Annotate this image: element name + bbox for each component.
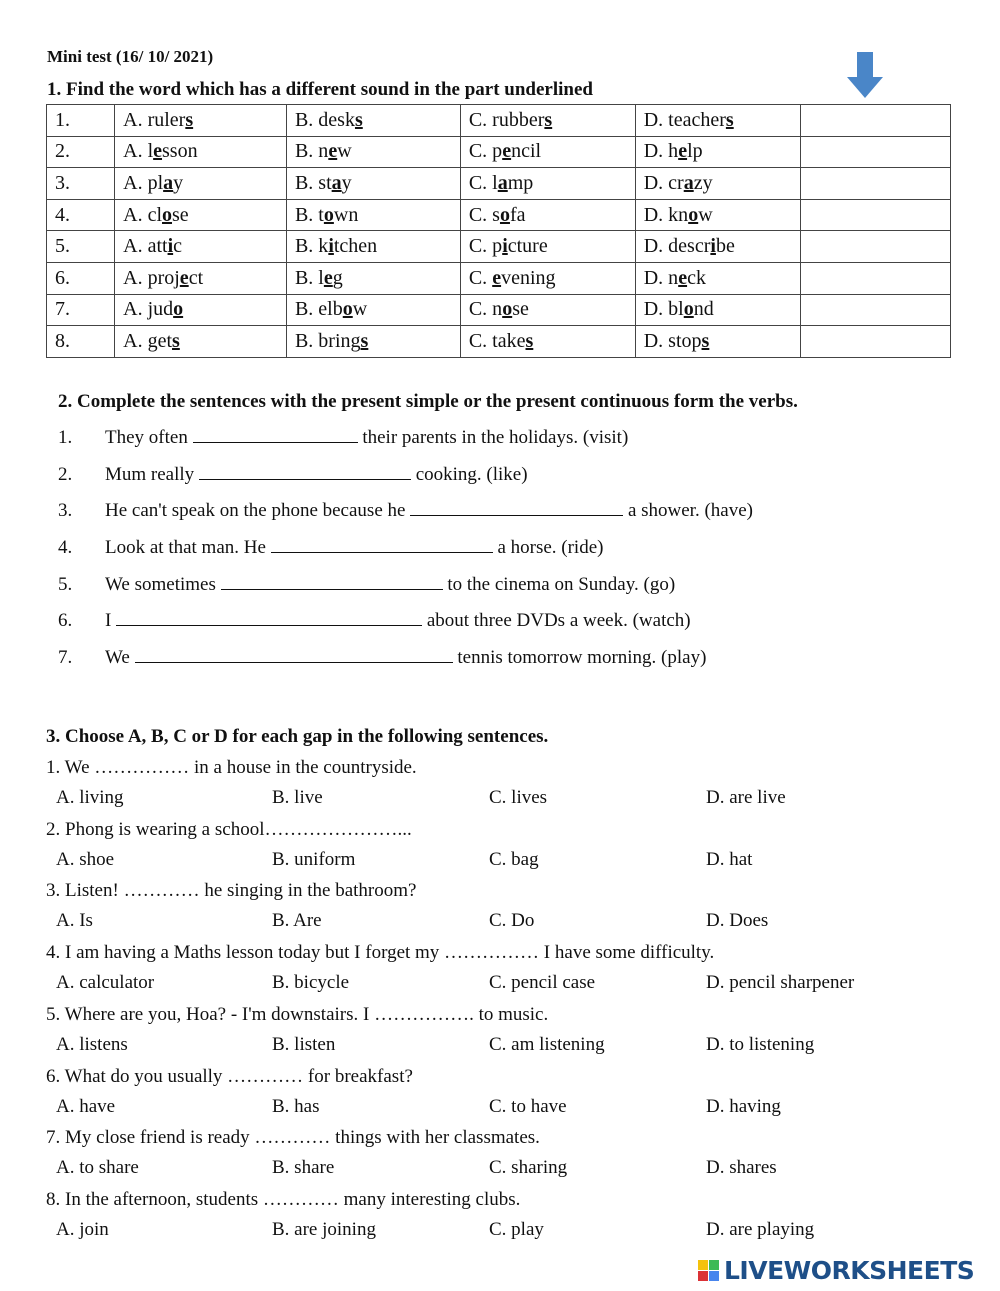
option-a [115, 326, 287, 358]
answer-blank[interactable] [410, 501, 623, 516]
question-text: 2. Phong is wearing a school…………………... [46, 819, 412, 840]
sentence-end: a horse. (ride) [492, 537, 604, 558]
sentence [105, 537, 603, 559]
sentence [105, 464, 528, 486]
option-text: D. teacher [643, 108, 726, 131]
option-b [286, 294, 460, 326]
sentence-start: We sometimes [105, 574, 221, 595]
row-number: 2. [47, 136, 115, 168]
answer-blank[interactable] [135, 648, 453, 663]
table-row [47, 136, 951, 168]
choice-b[interactable]: B. has [272, 1096, 320, 1117]
option-text: B. bring [294, 329, 361, 352]
option-d [635, 199, 801, 231]
option-text: B. k [294, 235, 329, 258]
sentence-number: 7. [58, 647, 73, 668]
row-number: 6. [47, 262, 115, 294]
option-text: D. h [643, 140, 679, 163]
choice-a[interactable]: A. listens [56, 1034, 128, 1055]
table-row [47, 262, 951, 294]
question-text: 5. Where are you, Hoa? - I'm downstairs. I ……………. to music. [46, 1004, 549, 1025]
choice-d[interactable]: D. Does [706, 910, 769, 931]
underlined-part: o [323, 203, 334, 226]
option-text-rest: fa [509, 203, 526, 226]
sentence-number: 1. [58, 427, 73, 448]
choice-c[interactable]: C. lives [489, 787, 548, 808]
option-text: A. pl [123, 171, 164, 194]
option-c [460, 199, 635, 231]
sentence [105, 610, 691, 632]
logo-text: LIVEWORKSHEETS [724, 1256, 975, 1285]
underlined-part: s [172, 329, 180, 352]
row-number: 1. [47, 105, 115, 137]
table-row [47, 294, 951, 326]
underlined-part: e [323, 266, 333, 289]
underlined-part: i [328, 235, 334, 258]
option-d [635, 231, 801, 263]
answer-cell[interactable] [801, 105, 951, 137]
question-text: 4. I am having a Maths lesson today but I forget my …………… I have some difficulty. [46, 942, 715, 963]
underlined-part: o [162, 203, 173, 226]
option-text: D. stop [643, 329, 702, 352]
test-title: Mini test (16/ 10/ 2021) [47, 47, 214, 66]
option-a [115, 168, 287, 200]
underlined-part: s [525, 329, 534, 352]
row-number: 7. [47, 294, 115, 326]
option-text-rest: ncil [511, 140, 542, 163]
underlined-part: i [710, 235, 716, 258]
section3-heading: 3. Choose A, B, C or D for each gap in the following sentences. [46, 726, 549, 747]
option-text: A. ruler [123, 108, 186, 131]
option-text: D. descr [643, 235, 711, 258]
option-text: B. desk [294, 108, 355, 131]
option-text-rest: be [715, 235, 735, 258]
option-a [115, 199, 287, 231]
choice-a[interactable]: A. Is [56, 910, 93, 931]
answer-blank[interactable] [193, 428, 358, 443]
answer-blank[interactable] [271, 538, 493, 553]
liveworksheets-logo [698, 1256, 994, 1286]
underlined-part: o [688, 203, 699, 226]
table-row [47, 105, 951, 137]
option-text-rest: tchen [333, 235, 378, 258]
option-text: A. cl [123, 203, 163, 226]
option-text: D. kn [643, 203, 689, 226]
answer-blank[interactable] [221, 575, 443, 590]
answer-cell[interactable] [801, 136, 951, 168]
choice-b[interactable]: B. listen [272, 1034, 336, 1055]
sentence-end: tennis tomorrow morning. (play) [452, 647, 707, 668]
option-a [115, 262, 287, 294]
choice-c[interactable]: C. am listening [489, 1034, 605, 1055]
sentence-number: 3. [58, 500, 73, 521]
table-row [47, 199, 951, 231]
underlined-part: e [502, 140, 512, 163]
option-text: B. t [294, 203, 324, 226]
option-text-rest: lp [687, 140, 703, 163]
sentence-number: 6. [58, 610, 73, 631]
sentence-end: about three DVDs a week. (watch) [422, 610, 691, 631]
option-c [460, 136, 635, 168]
option-text: C. take [468, 329, 526, 352]
option-d [635, 105, 801, 137]
option-b [286, 105, 460, 137]
choice-a[interactable]: A. to share [56, 1157, 139, 1178]
row-number: 3. [47, 168, 115, 200]
choice-d[interactable]: D. are playing [706, 1219, 815, 1240]
table-row [47, 231, 951, 263]
answer-blank[interactable] [116, 611, 422, 626]
option-text: C. p [468, 140, 503, 163]
sentence-start: Mum really [105, 464, 199, 485]
option-text: D. bl [643, 298, 684, 321]
underlined-part: s [701, 329, 710, 352]
underlined-part: a [163, 171, 174, 194]
option-text-rest: y [173, 171, 184, 194]
option-b [286, 136, 460, 168]
option-text-rest: wn [333, 203, 359, 226]
choice-a[interactable]: A. shoe [56, 849, 115, 870]
underlined-part: e [179, 266, 189, 289]
sentence-end: their parents in the holidays. (visit) [357, 427, 629, 448]
underlined-part: e [678, 266, 688, 289]
underlined-part: a [331, 171, 342, 194]
choice-b[interactable]: B. bicycle [272, 972, 350, 993]
option-a [115, 105, 287, 137]
option-text-rest: w [698, 203, 713, 226]
choice-b[interactable]: B. are joining [272, 1219, 376, 1240]
sentence-number: 2. [58, 464, 73, 485]
section2-heading: 2. Complete the sentences with the present simple or the present continuous form the verbs. [58, 391, 798, 412]
option-text-rest: w [352, 298, 368, 321]
choice-c[interactable]: C. play [489, 1219, 544, 1240]
answer-cell[interactable] [801, 326, 951, 358]
underlined-part: o [342, 298, 353, 321]
option-c [460, 294, 635, 326]
underlined-part: s [360, 329, 369, 352]
option-d [635, 168, 801, 200]
option-text-rest: cture [507, 235, 548, 258]
choice-d[interactable]: D. pencil sharpener [706, 972, 855, 993]
choice-a[interactable]: A. calculator [56, 972, 155, 993]
underlined-part: s [725, 108, 734, 131]
answer-blank[interactable] [199, 465, 411, 480]
option-text-rest: w [337, 140, 352, 163]
option-text: A. att [123, 235, 168, 258]
option-text-rest: ck [687, 266, 706, 289]
option-a [115, 231, 287, 263]
sentence-start: I [105, 610, 117, 631]
sentence-end: a shower. (have) [623, 500, 753, 521]
option-text: A. jud [123, 298, 174, 321]
underlined-part: o [499, 203, 510, 226]
option-text-rest: nd [693, 298, 714, 321]
choice-d[interactable]: D. hat [706, 849, 753, 870]
question-text: 1. We …………… in a house in the countryside. [46, 757, 417, 778]
sentence-end: to the cinema on Sunday. (go) [442, 574, 676, 595]
row-number: 8. [47, 326, 115, 358]
choice-a[interactable]: A. have [56, 1096, 116, 1117]
underlined-part: i [167, 235, 174, 258]
underlined-part: i [502, 235, 508, 258]
sentence-start: Look at that man. He [105, 537, 271, 558]
underlined-part: s [544, 108, 553, 131]
logo-blocks-icon [698, 1260, 720, 1282]
option-text-rest: mp [507, 171, 534, 194]
sentence [105, 427, 628, 449]
option-text: D. cr [643, 171, 684, 194]
option-text-rest: se [172, 203, 189, 226]
choice-d[interactable]: D. shares [706, 1157, 777, 1178]
choice-a[interactable]: A. living [56, 787, 124, 808]
down-arrow-icon [846, 52, 884, 100]
option-text-rest: g [332, 266, 343, 289]
option-text: C. rubber [468, 108, 545, 131]
answer-cell[interactable] [801, 231, 951, 263]
sentence-start: They often [105, 427, 193, 448]
choice-b[interactable]: B. uniform [272, 849, 356, 870]
option-a [115, 294, 287, 326]
row-number: 5. [47, 231, 115, 263]
choice-d[interactable]: D. to listening [706, 1034, 815, 1055]
choice-c[interactable]: C. Do [489, 910, 535, 931]
sentence [105, 647, 706, 669]
option-text: A. proj [123, 266, 180, 289]
sentence-start: We [105, 647, 135, 668]
option-d [635, 326, 801, 358]
underlined-part: a [683, 171, 694, 194]
table-row [47, 168, 951, 200]
choice-d[interactable]: D. are live [706, 787, 786, 808]
option-text-rest: ct [188, 266, 204, 289]
option-text-rest: vening [501, 266, 556, 289]
option-text-rest: y [341, 171, 352, 194]
option-text: B. st [294, 171, 332, 194]
underlined-part: o [502, 298, 513, 321]
table-row [47, 326, 951, 358]
sentence-end: cooking. (like) [410, 464, 528, 485]
section1-heading: 1. Find the word which has a different sound in the part underlined [47, 79, 593, 100]
option-text: A. get [123, 329, 173, 352]
sentence-number: 5. [58, 574, 73, 595]
row-number: 4. [47, 199, 115, 231]
option-d [635, 294, 801, 326]
underlined-part: e [328, 140, 338, 163]
option-text-rest: sson [162, 140, 198, 163]
option-a [115, 136, 287, 168]
option-text: B. n [294, 140, 329, 163]
underlined-part: s [354, 108, 363, 131]
sentence [105, 500, 753, 522]
option-d [635, 262, 801, 294]
option-c [460, 168, 635, 200]
choice-c[interactable]: C. bag [489, 849, 539, 870]
answer-cell[interactable] [801, 294, 951, 326]
answer-cell[interactable] [801, 262, 951, 294]
sentence-start: He can't speak on the phone because he [105, 500, 411, 521]
choice-b[interactable]: B. live [272, 787, 323, 808]
option-text: C. n [468, 298, 503, 321]
underlined-part: e [153, 140, 163, 163]
option-d [635, 136, 801, 168]
option-b [286, 231, 460, 263]
option-b [286, 199, 460, 231]
choice-c[interactable]: C. to have [489, 1096, 567, 1117]
answer-cell[interactable] [801, 199, 951, 231]
underlined-part: e [678, 140, 688, 163]
option-c [460, 326, 635, 358]
choice-b[interactable]: B. share [272, 1157, 335, 1178]
underlined-part: o [683, 298, 694, 321]
option-text: B. elb [294, 298, 343, 321]
option-b [286, 168, 460, 200]
option-text-rest: c [173, 235, 183, 258]
answer-cell[interactable] [801, 168, 951, 200]
choice-c[interactable]: C. sharing [489, 1157, 568, 1178]
choice-a[interactable]: A. join [56, 1219, 109, 1240]
option-text-rest: zy [693, 171, 713, 194]
choice-c[interactable]: C. pencil case [489, 972, 596, 993]
option-c [460, 231, 635, 263]
option-c [460, 262, 635, 294]
choice-b[interactable]: B. Are [272, 910, 322, 931]
underlined-part: a [497, 171, 508, 194]
underlined-part: e [492, 266, 502, 289]
underlined-part: s [185, 108, 194, 131]
sentence-number: 4. [58, 537, 73, 558]
option-b [286, 262, 460, 294]
option-text: B. l [294, 266, 324, 289]
question-text: 3. Listen! ………… he singing in the bathroom? [46, 880, 417, 901]
question-text: 8. In the afternoon, students ………… many interesting clubs. [46, 1189, 521, 1210]
option-text-rest: se [512, 298, 529, 321]
option-text: A. l [123, 140, 154, 163]
option-text: C. s [468, 203, 500, 226]
option-b [286, 326, 460, 358]
question-text: 6. What do you usually ………… for breakfast? [46, 1066, 413, 1087]
option-c [460, 105, 635, 137]
underlined-part: o [173, 298, 184, 321]
question-text: 7. My close friend is ready ………… things with her classmates. [46, 1127, 540, 1148]
choice-d[interactable]: D. having [706, 1096, 781, 1117]
option-text: C. [468, 266, 493, 289]
option-text: C. l [468, 171, 498, 194]
option-text: D. n [643, 266, 679, 289]
option-text: C. p [468, 235, 503, 258]
sentence [105, 574, 675, 596]
sound-table [46, 104, 951, 358]
